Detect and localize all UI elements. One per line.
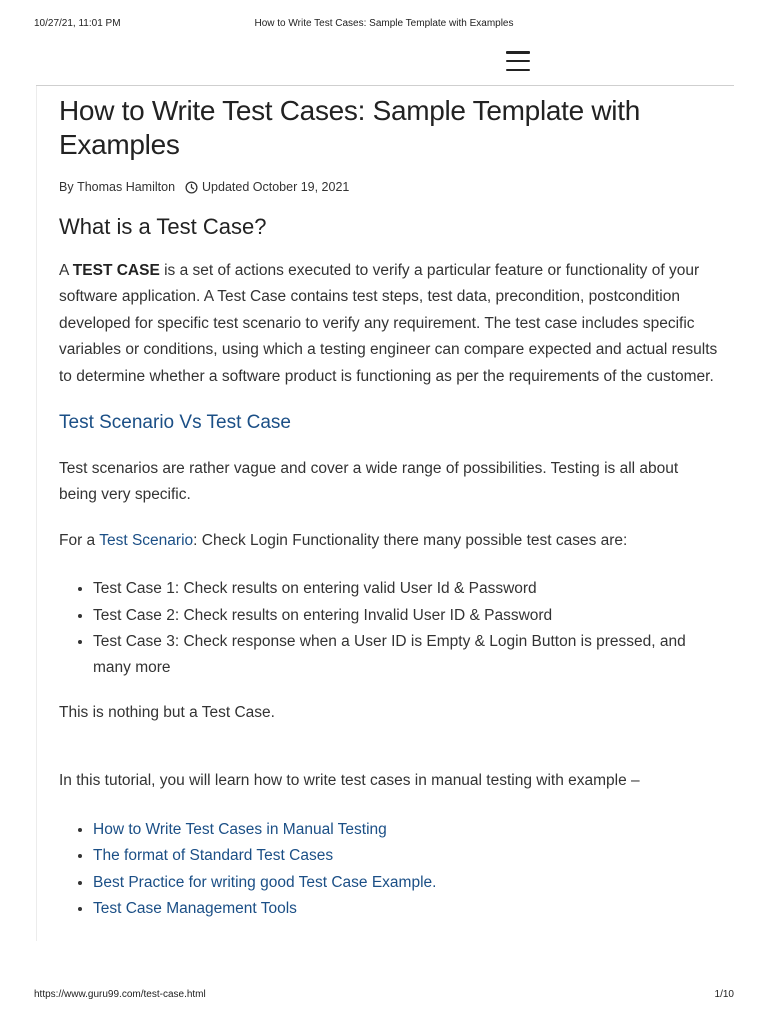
definition-lead: A <box>59 262 69 279</box>
print-datetime: 10/27/21, 11:01 PM <box>34 18 121 29</box>
for-suffix: : Check Login Functionality there many possible test cases are: <box>193 531 628 549</box>
updated-date <box>185 180 349 194</box>
for-paragraph <box>59 528 719 554</box>
clock-icon <box>185 181 198 194</box>
list-item: • Test Case 1: Check results on entering valid User Id & Password <box>93 576 719 602</box>
byline <box>59 178 719 196</box>
toc-link-list <box>59 817 719 923</box>
definition-paragraph <box>59 258 719 390</box>
tutorial-paragraph: In this tutorial, you will learn how to write test cases in manual testing with example – <box>59 772 640 790</box>
toc-link[interactable]: The format of Standard Test Cases <box>93 847 334 865</box>
test-scenario-link[interactable]: Test Scenario <box>99 531 194 549</box>
updated-text: Updated October 19, 2021 <box>202 180 350 194</box>
print-doc-title: How to Write Test Cases: Sample Template with Examples <box>254 18 514 29</box>
page-title: How to Write Test Cases: Sample Template with Examples <box>59 95 640 160</box>
test-case-list <box>59 576 719 682</box>
toc-link[interactable]: Best Practice for writing good Test Case Example. <box>93 873 437 891</box>
scenario-paragraph: Test scenarios are rather vague and cover a wide range of possibilities. Testing is all about being very specific. <box>59 460 679 504</box>
hamburger-menu-icon[interactable] <box>506 51 530 71</box>
print-url: https://www.guru99.com/test-case.html <box>34 989 206 1000</box>
header-divider <box>36 85 734 86</box>
toc-item <box>93 870 719 896</box>
toc-item <box>93 817 719 843</box>
toc-link[interactable]: How to Write Test Cases in Manual Testing <box>93 820 387 838</box>
for-prefix: For a <box>59 531 96 549</box>
byline-prefix: By <box>59 180 74 194</box>
nothing-paragraph: This is nothing but a Test Case. <box>59 703 275 721</box>
toc-link[interactable]: Test Case Management Tools <box>93 899 297 917</box>
content-left-border <box>36 86 37 941</box>
definition-body: is a set of actions executed to verify a particular feature or functionality of your software application. A Test Case contains test steps, test data, precondition, postcondition developed for specific test scenario to verify any requirement. The test case includes specific variables or conditions, using which a testing engineer can compare expected and actual results to determine whether a software product is functioning as per the requirements of the customer. <box>59 262 718 385</box>
page-number: 1/10 <box>714 989 734 1000</box>
print-footer <box>34 989 734 1003</box>
toc-item <box>93 896 719 922</box>
list-item: • Test Case 3: Check response when a User ID is Empty & Login Button is pressed, and many more <box>93 629 719 682</box>
list-item: • Test Case 2: Check results on entering Invalid User ID & Password <box>93 603 719 629</box>
section-heading: What is a Test Case? <box>59 214 267 239</box>
subheading: Test Scenario Vs Test Case <box>59 412 291 434</box>
article-content <box>59 94 719 940</box>
author-name: Thomas Hamilton <box>77 180 176 194</box>
print-header <box>34 18 734 32</box>
toc-item <box>93 843 719 869</box>
definition-term: TEST CASE <box>72 262 160 279</box>
